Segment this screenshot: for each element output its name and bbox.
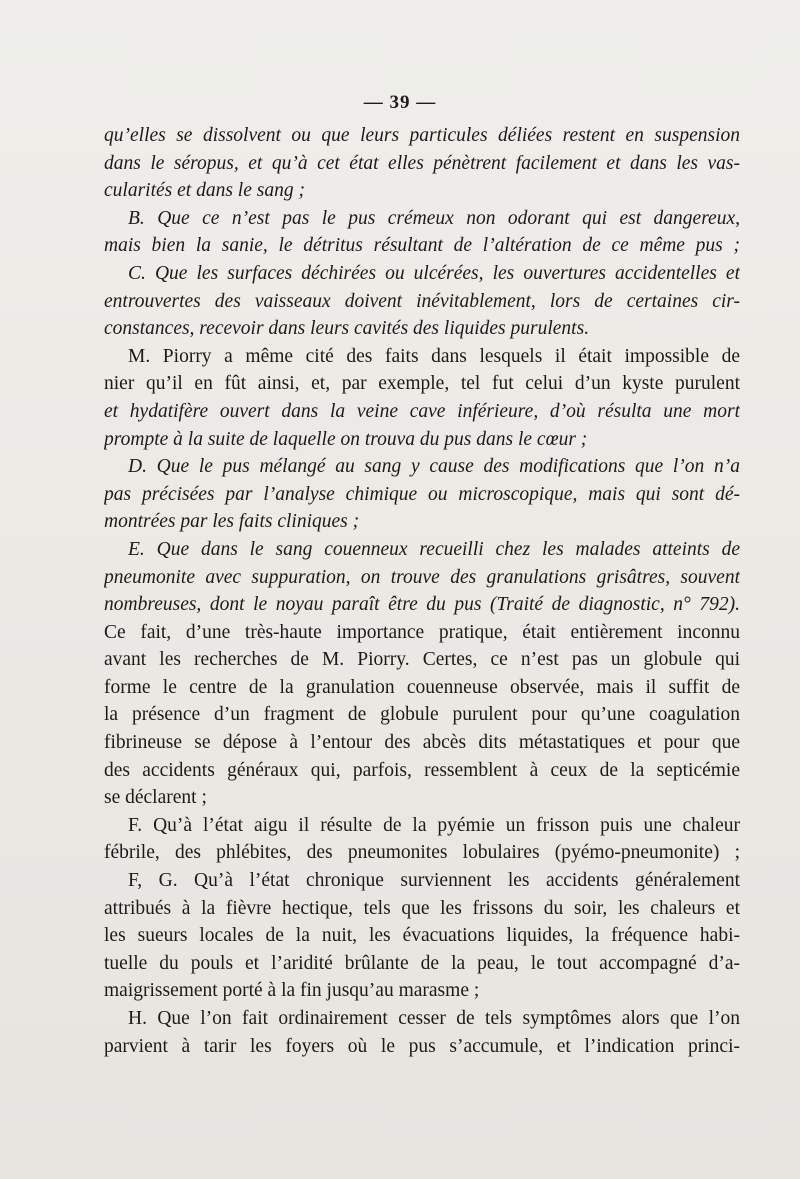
text-line: M. Piorry a même cité des faits dans lesquels il était impossible de — [128, 345, 740, 367]
text-line: F, G. Qu’à l’état chronique surviennent les accidents généralement — [128, 870, 740, 892]
text-line: dans le séropus, et qu’à cet état elles pénètrent facilement et dans les vas- — [104, 152, 740, 174]
text-line: H. Que l’on fait ordinairement cesser de tels symptômes alors que l’on — [128, 1008, 740, 1029]
text-line: fébrile, des phlébites, des pneumonites lobulaires (pyémo-pneumonite) ; — [104, 842, 740, 864]
text-line: pas précisées par l’analyse chimique ou microscopique, mais qui sont dé- — [104, 483, 740, 505]
body-text — [104, 122, 740, 1060]
text-line: tuelle du pouls et l’aridité brûlante de la peau, le tout accompagné d’a- — [104, 952, 740, 974]
text-line: la présence d’un fragment de globule purulent pour qu’une coagulation — [104, 704, 740, 726]
text-line: C. Que les surfaces déchirées ou ulcérées, les ouvertures accidentelles et — [128, 262, 740, 284]
text-line: nier qu’il en fût ainsi, et, par exemple, tel fut celui d’un kyste purulent — [104, 373, 740, 395]
text-line: prompte à la suite de laquelle on trouva du pus dans le cœur ; — [104, 428, 588, 450]
text-line: montrées par les faits cliniques ; — [104, 511, 360, 533]
text-line: maigrissement porté à la fin jusqu’au marasme ; — [104, 980, 480, 1002]
text-line: D. Que le pus mélangé au sang y cause des modifications que l’on n’a — [128, 456, 740, 478]
text-line: constances, recevoir dans leurs cavités des liquides purulents. — [104, 318, 590, 340]
text-line: forme le centre de la granulation couenneuse observée, mais il suffit de — [104, 676, 740, 698]
text-line: parvient à tarir les foyers où le pus s’accumule, et l’indication princi- — [104, 1035, 740, 1057]
text-line: fibrineuse se dépose à l’entour des abcès dits métastatiques et pour que — [104, 732, 740, 754]
text-line: pneumonite avec suppuration, on trouve des granulations grisâtres, souvent — [104, 566, 740, 588]
text-line: se déclarent ; — [104, 787, 207, 809]
text-line: les sueurs locales de la nuit, les évacuations liquides, la fréquence habi- — [104, 925, 740, 947]
text-line: E. Que dans le sang couenneux recueilli chez les malades atteints de — [128, 538, 740, 560]
page-number: — 39 — — [363, 92, 437, 113]
text-line: attribués à la fièvre hectique, tels que les frissons du soir, les chaleurs et — [104, 897, 740, 919]
text-line: Ce fait, d’une très-haute importance pratique, était entièrement inconnu — [104, 621, 740, 643]
text-line: F. Qu’à l’état aigu il résulte de la pyémie un frisson puis une chaleur — [128, 814, 740, 836]
text-line: qu’elles se dissolvent ou que leurs particules déliées restent en suspension — [104, 125, 740, 146]
text-line: entrouvertes des vaisseaux doivent inévitablement, lors de certaines cir- — [104, 290, 740, 312]
text-line: et hydatifère ouvert dans la veine cave inférieure, d’où résulta une mort — [104, 400, 740, 422]
text-line: cularités et dans le sang ; — [104, 180, 305, 202]
text-line: mais bien la sanie, le détritus résultant de l’altération de ce même pus ; — [104, 235, 740, 257]
text-line: nombreuses, dont le noyau paraît être du pus (Traité de diagnostic, n° 792). — [104, 594, 740, 616]
text-line: B. Que ce n’est pas le pus crémeux non odorant qui est dangereux, — [128, 207, 740, 229]
text-line: des accidents généraux qui, parfois, ressemblent à ceux de la septicémie — [104, 759, 740, 781]
text-line: avant les recherches de M. Piorry. Certes, ce n’est pas un globule qui — [104, 649, 740, 671]
